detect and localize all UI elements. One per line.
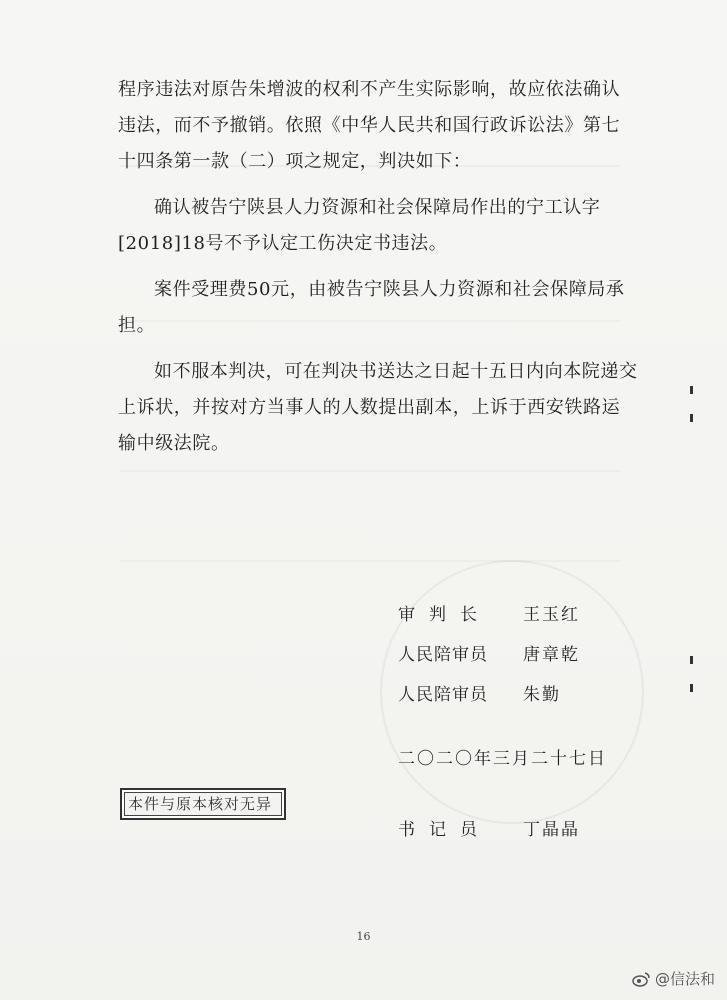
- binding-mark: [690, 386, 693, 394]
- clerk-role: 书记员: [398, 820, 491, 840]
- signature-role: 人民陪审员: [398, 685, 488, 705]
- page-number: 16: [356, 930, 371, 943]
- paragraph-ruling: 确认被告宁陕县人力资源和社会保障局作出的宁工认字[2018]18号不予认定工伤决定书违法。: [118, 197, 601, 254]
- paragraph-appeal: 如不服本判决，可在判决书送达之日起十五日内向本院递交上诉状，并按对方当事人的人数提出副本，上诉于西安铁路运输中级法院。: [118, 361, 638, 454]
- signature-row: [398, 635, 658, 675]
- weibo-watermark: [631, 968, 715, 989]
- certified-copy-stamp: 本件与原本核对无异: [120, 788, 286, 820]
- paragraph-fees: 案件受理费50元，由被告宁陕县人力资源和社会保障局承担。: [118, 279, 625, 336]
- signature-block: [398, 595, 658, 715]
- weibo-icon: [631, 971, 651, 987]
- paragraph-reasoning: 程序违法对原告朱增波的权利不产生实际影响，故应依法确认违法，而不予撤销。依照《中华人民共和国行政诉讼法》第七十四条第一款（二）项之规定，判决如下：: [118, 79, 621, 172]
- signature-name: 朱勤: [523, 685, 561, 705]
- signature-name: 唐章乾: [523, 645, 580, 665]
- signature-role: 人民陪审员: [398, 645, 488, 665]
- bleed-through-line: [120, 560, 620, 562]
- clerk-name: 丁晶晶: [523, 820, 580, 840]
- judgment-date: 二〇二〇年三月二十七日: [398, 749, 607, 769]
- signature-row: [398, 595, 658, 635]
- judgment-body: [118, 72, 638, 472]
- signature-row: [398, 675, 658, 715]
- binding-mark: [690, 684, 693, 692]
- binding-mark: [690, 414, 693, 422]
- clerk-row: [398, 815, 580, 840]
- binding-mark: [690, 656, 693, 664]
- watermark-text: @信法和: [654, 970, 715, 988]
- signature-name: 王玉红: [523, 605, 580, 625]
- signature-role: 审判长: [398, 605, 491, 625]
